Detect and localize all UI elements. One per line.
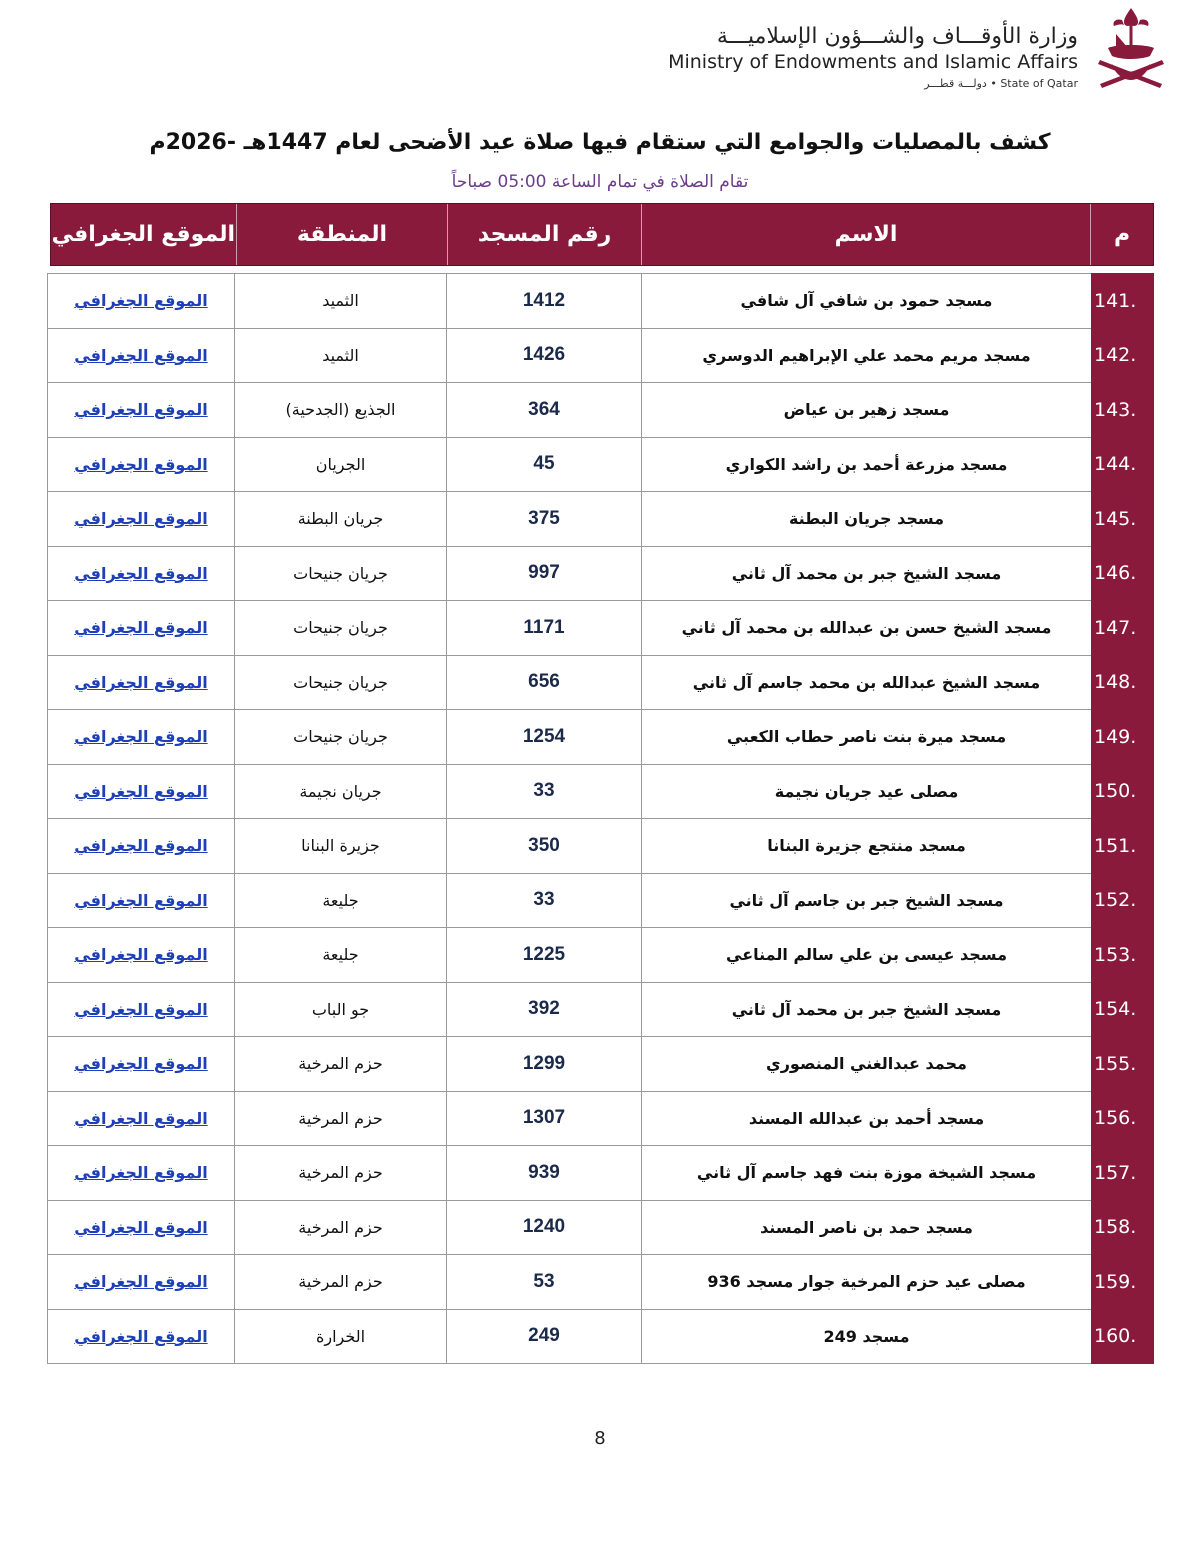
ministry-name-english: Ministry of Endowments and Islamic Affairs bbox=[668, 51, 1078, 73]
mosque-number: 1307 bbox=[447, 1091, 642, 1146]
table-row bbox=[48, 982, 1154, 1037]
location-cell bbox=[48, 601, 235, 656]
ministry-name-arabic: وزارة الأوقـــاف والشـــؤون الإسلاميـــة bbox=[716, 24, 1078, 49]
table-row bbox=[48, 1037, 1154, 1092]
location-cell bbox=[48, 328, 235, 383]
mosque-number: 1240 bbox=[447, 1200, 642, 1255]
row-index: 149. bbox=[1092, 710, 1154, 765]
mosque-area: جريان جنيحات bbox=[235, 546, 447, 601]
mosque-name: محمد عبدالغني المنصوري bbox=[642, 1037, 1092, 1092]
location-link[interactable]: الموقع الجغرافي bbox=[74, 890, 208, 910]
header-location: الموقع الجغرافي bbox=[51, 222, 236, 247]
prayer-time-subtitle: تقام الصلاة في تمام الساعة 05:00 صباحاً bbox=[451, 172, 749, 192]
location-cell bbox=[48, 655, 235, 710]
mosque-number: 249 bbox=[447, 1309, 642, 1364]
mosque-name: مسجد الشيخ جبر بن جاسم آل ثاني bbox=[642, 873, 1092, 928]
table-row bbox=[48, 437, 1154, 492]
location-cell bbox=[48, 1091, 235, 1146]
location-link[interactable]: الموقع الجغرافي bbox=[74, 1108, 208, 1128]
mosque-number: 45 bbox=[447, 437, 642, 492]
mosque-area: حزم المرخية bbox=[235, 1255, 447, 1310]
mosque-name: مسجد ميرة بنت ناصر حطاب الكعبي bbox=[642, 710, 1092, 765]
table-row bbox=[48, 710, 1154, 765]
mosque-number: 1225 bbox=[447, 928, 642, 983]
page-header bbox=[0, 0, 1200, 110]
mosque-number: 350 bbox=[447, 819, 642, 874]
table-row bbox=[48, 328, 1154, 383]
location-cell bbox=[48, 819, 235, 874]
mosque-number: 53 bbox=[447, 1255, 642, 1310]
row-index: 158. bbox=[1092, 1200, 1154, 1255]
location-link[interactable]: الموقع الجغرافي bbox=[74, 1217, 208, 1237]
row-index: 144. bbox=[1092, 437, 1154, 492]
row-index: 153. bbox=[1092, 928, 1154, 983]
location-link[interactable]: الموقع الجغرافي bbox=[74, 1272, 208, 1292]
mosque-area: جو الباب bbox=[235, 982, 447, 1037]
location-link[interactable]: الموقع الجغرافي bbox=[74, 618, 208, 638]
table-row bbox=[48, 655, 1154, 710]
mosque-number: 1426 bbox=[447, 328, 642, 383]
state-label: State of Qatar • دولـــة قطـــر bbox=[924, 77, 1078, 90]
location-cell bbox=[48, 492, 235, 547]
mosque-number: 375 bbox=[447, 492, 642, 547]
table-header-row bbox=[50, 203, 1154, 266]
location-link[interactable]: الموقع الجغرافي bbox=[74, 400, 208, 420]
mosque-area: حزم المرخية bbox=[235, 1146, 447, 1201]
location-cell bbox=[48, 1309, 235, 1364]
location-cell bbox=[48, 928, 235, 983]
location-link[interactable]: الموقع الجغرافي bbox=[74, 945, 208, 965]
location-link[interactable]: الموقع الجغرافي bbox=[74, 563, 208, 583]
mosque-number: 364 bbox=[447, 383, 642, 438]
location-cell bbox=[48, 1037, 235, 1092]
mosque-area: جريان جنيحات bbox=[235, 655, 447, 710]
location-cell bbox=[48, 1255, 235, 1310]
table-row bbox=[48, 1309, 1154, 1364]
mosque-name: مسجد منتجع جزيرة البنانا bbox=[642, 819, 1092, 874]
location-cell bbox=[48, 982, 235, 1037]
mosque-number: 1299 bbox=[447, 1037, 642, 1092]
table-row bbox=[48, 274, 1154, 329]
location-link[interactable]: الموقع الجغرافي bbox=[74, 345, 208, 365]
row-index: 145. bbox=[1092, 492, 1154, 547]
row-index: 151. bbox=[1092, 819, 1154, 874]
mosque-name: مسجد الشيخ حسن بن عبدالله بن محمد آل ثاني bbox=[642, 601, 1092, 656]
row-index: 157. bbox=[1092, 1146, 1154, 1201]
table-row bbox=[48, 1255, 1154, 1310]
row-index: 142. bbox=[1092, 328, 1154, 383]
table-row bbox=[48, 383, 1154, 438]
mosque-number: 392 bbox=[447, 982, 642, 1037]
row-index: 146. bbox=[1092, 546, 1154, 601]
location-link[interactable]: الموقع الجغرافي bbox=[74, 1054, 208, 1074]
mosque-name: مسجد جريان البطنة bbox=[642, 492, 1092, 547]
row-index: 143. bbox=[1092, 383, 1154, 438]
mosque-area: الجريان bbox=[235, 437, 447, 492]
table-row bbox=[48, 764, 1154, 819]
ministry-name-block bbox=[668, 24, 1078, 90]
mosque-name: مصلى عيد حزم المرخية جوار مسجد 936 bbox=[642, 1255, 1092, 1310]
mosque-number: 1254 bbox=[447, 710, 642, 765]
table-row bbox=[48, 601, 1154, 656]
location-link[interactable]: الموقع الجغرافي bbox=[74, 781, 208, 801]
mosque-name: مسجد حمود بن شافي آل شافي bbox=[642, 274, 1092, 329]
mosque-number: 939 bbox=[447, 1146, 642, 1201]
table-row bbox=[48, 492, 1154, 547]
location-link[interactable]: الموقع الجغرافي bbox=[74, 1163, 208, 1183]
mosque-area: جريان جنيحات bbox=[235, 601, 447, 656]
mosque-area: حزم المرخية bbox=[235, 1200, 447, 1255]
location-link[interactable]: الموقع الجغرافي bbox=[74, 672, 208, 692]
mosque-number: 656 bbox=[447, 655, 642, 710]
mosque-area: الخرارة bbox=[235, 1309, 447, 1364]
mosque-number: 997 bbox=[447, 546, 642, 601]
mosque-number: 1412 bbox=[447, 274, 642, 329]
table-row bbox=[48, 1200, 1154, 1255]
mosque-name: مسجد مزرعة أحمد بن راشد الكواري bbox=[642, 437, 1092, 492]
location-link[interactable]: الموقع الجغرافي bbox=[74, 727, 208, 747]
row-index: 160. bbox=[1092, 1309, 1154, 1364]
mosque-area: الثميد bbox=[235, 328, 447, 383]
row-index: 154. bbox=[1092, 982, 1154, 1037]
location-link[interactable]: الموقع الجغرافي bbox=[74, 509, 208, 529]
table-row bbox=[48, 1091, 1154, 1146]
page-number: 8 bbox=[594, 1428, 606, 1449]
mosque-area: الجذيع (الجدحية) bbox=[235, 383, 447, 438]
mosque-name: مسجد مريم محمد علي الإبراهيم الدوسري bbox=[642, 328, 1092, 383]
table-row bbox=[48, 1146, 1154, 1201]
location-cell bbox=[48, 764, 235, 819]
row-index: 141. bbox=[1092, 274, 1154, 329]
mosque-name: مسجد الشيخ جبر بن محمد آل ثاني bbox=[642, 982, 1092, 1037]
mosque-area: جريان البطنة bbox=[235, 492, 447, 547]
location-cell bbox=[48, 1200, 235, 1255]
mosque-area: حزم المرخية bbox=[235, 1091, 447, 1146]
document-title: كشف بالمصليات والجوامع التي ستقام فيها صلاة عيد الأضحى لعام 1447هـ -2026م bbox=[149, 130, 1051, 155]
mosque-name: مسجد الشيخ جبر بن محمد آل ثاني bbox=[642, 546, 1092, 601]
location-cell bbox=[48, 383, 235, 438]
table-row bbox=[48, 928, 1154, 983]
mosque-area: جريان جنيحات bbox=[235, 710, 447, 765]
mosque-name: مسجد حمد بن ناصر المسند bbox=[642, 1200, 1092, 1255]
location-link[interactable]: الموقع الجغرافي bbox=[74, 999, 208, 1019]
mosque-number: 1171 bbox=[447, 601, 642, 656]
mosque-name: مسجد زهير بن عياض bbox=[642, 383, 1092, 438]
mosques-table-body bbox=[48, 274, 1154, 1364]
table-row bbox=[48, 873, 1154, 928]
location-cell bbox=[48, 437, 235, 492]
mosque-name: مسجد الشيخة موزة بنت فهد جاسم آل ثاني bbox=[642, 1146, 1092, 1201]
qatar-emblem-icon bbox=[1094, 4, 1168, 98]
location-link[interactable]: الموقع الجغرافي bbox=[74, 1326, 208, 1346]
mosque-name: مسجد الشيخ عبدالله بن محمد جاسم آل ثاني bbox=[642, 655, 1092, 710]
location-cell bbox=[48, 546, 235, 601]
mosque-name: مسجد أحمد بن عبدالله المسند bbox=[642, 1091, 1092, 1146]
location-cell bbox=[48, 873, 235, 928]
location-cell bbox=[48, 1146, 235, 1201]
mosque-area: الثميد bbox=[235, 274, 447, 329]
mosque-number: 33 bbox=[447, 764, 642, 819]
mosque-area: حزم المرخية bbox=[235, 1037, 447, 1092]
mosques-table bbox=[47, 273, 1154, 1364]
mosque-area: جريان نجيمة bbox=[235, 764, 447, 819]
location-link[interactable]: الموقع الجغرافي bbox=[74, 454, 208, 474]
mosque-number: 33 bbox=[447, 873, 642, 928]
row-index: 150. bbox=[1092, 764, 1154, 819]
header-name: الاسم bbox=[641, 204, 1090, 265]
row-index: 159. bbox=[1092, 1255, 1154, 1310]
table-row bbox=[48, 546, 1154, 601]
location-cell bbox=[48, 274, 235, 329]
mosque-area: جليعة bbox=[235, 928, 447, 983]
row-index: 148. bbox=[1092, 655, 1154, 710]
row-index: 155. bbox=[1092, 1037, 1154, 1092]
location-link[interactable]: الموقع الجغرافي bbox=[74, 291, 208, 311]
table-row bbox=[48, 819, 1154, 874]
mosque-area: جزيرة البنانا bbox=[235, 819, 447, 874]
mosque-area: جليعة bbox=[235, 873, 447, 928]
mosque-name: مسجد 249 bbox=[642, 1309, 1092, 1364]
header-index: م bbox=[1090, 204, 1153, 265]
row-index: 152. bbox=[1092, 873, 1154, 928]
row-index: 147. bbox=[1092, 601, 1154, 656]
header-area: المنطقة bbox=[236, 204, 448, 265]
row-index: 156. bbox=[1092, 1091, 1154, 1146]
location-link[interactable]: الموقع الجغرافي bbox=[74, 836, 208, 856]
mosque-name: مصلى عيد جريان نجيمة bbox=[642, 764, 1092, 819]
location-cell bbox=[48, 710, 235, 765]
mosque-name: مسجد عيسى بن علي سالم المناعي bbox=[642, 928, 1092, 983]
header-mosque-number: رقم المسجد bbox=[447, 204, 641, 265]
